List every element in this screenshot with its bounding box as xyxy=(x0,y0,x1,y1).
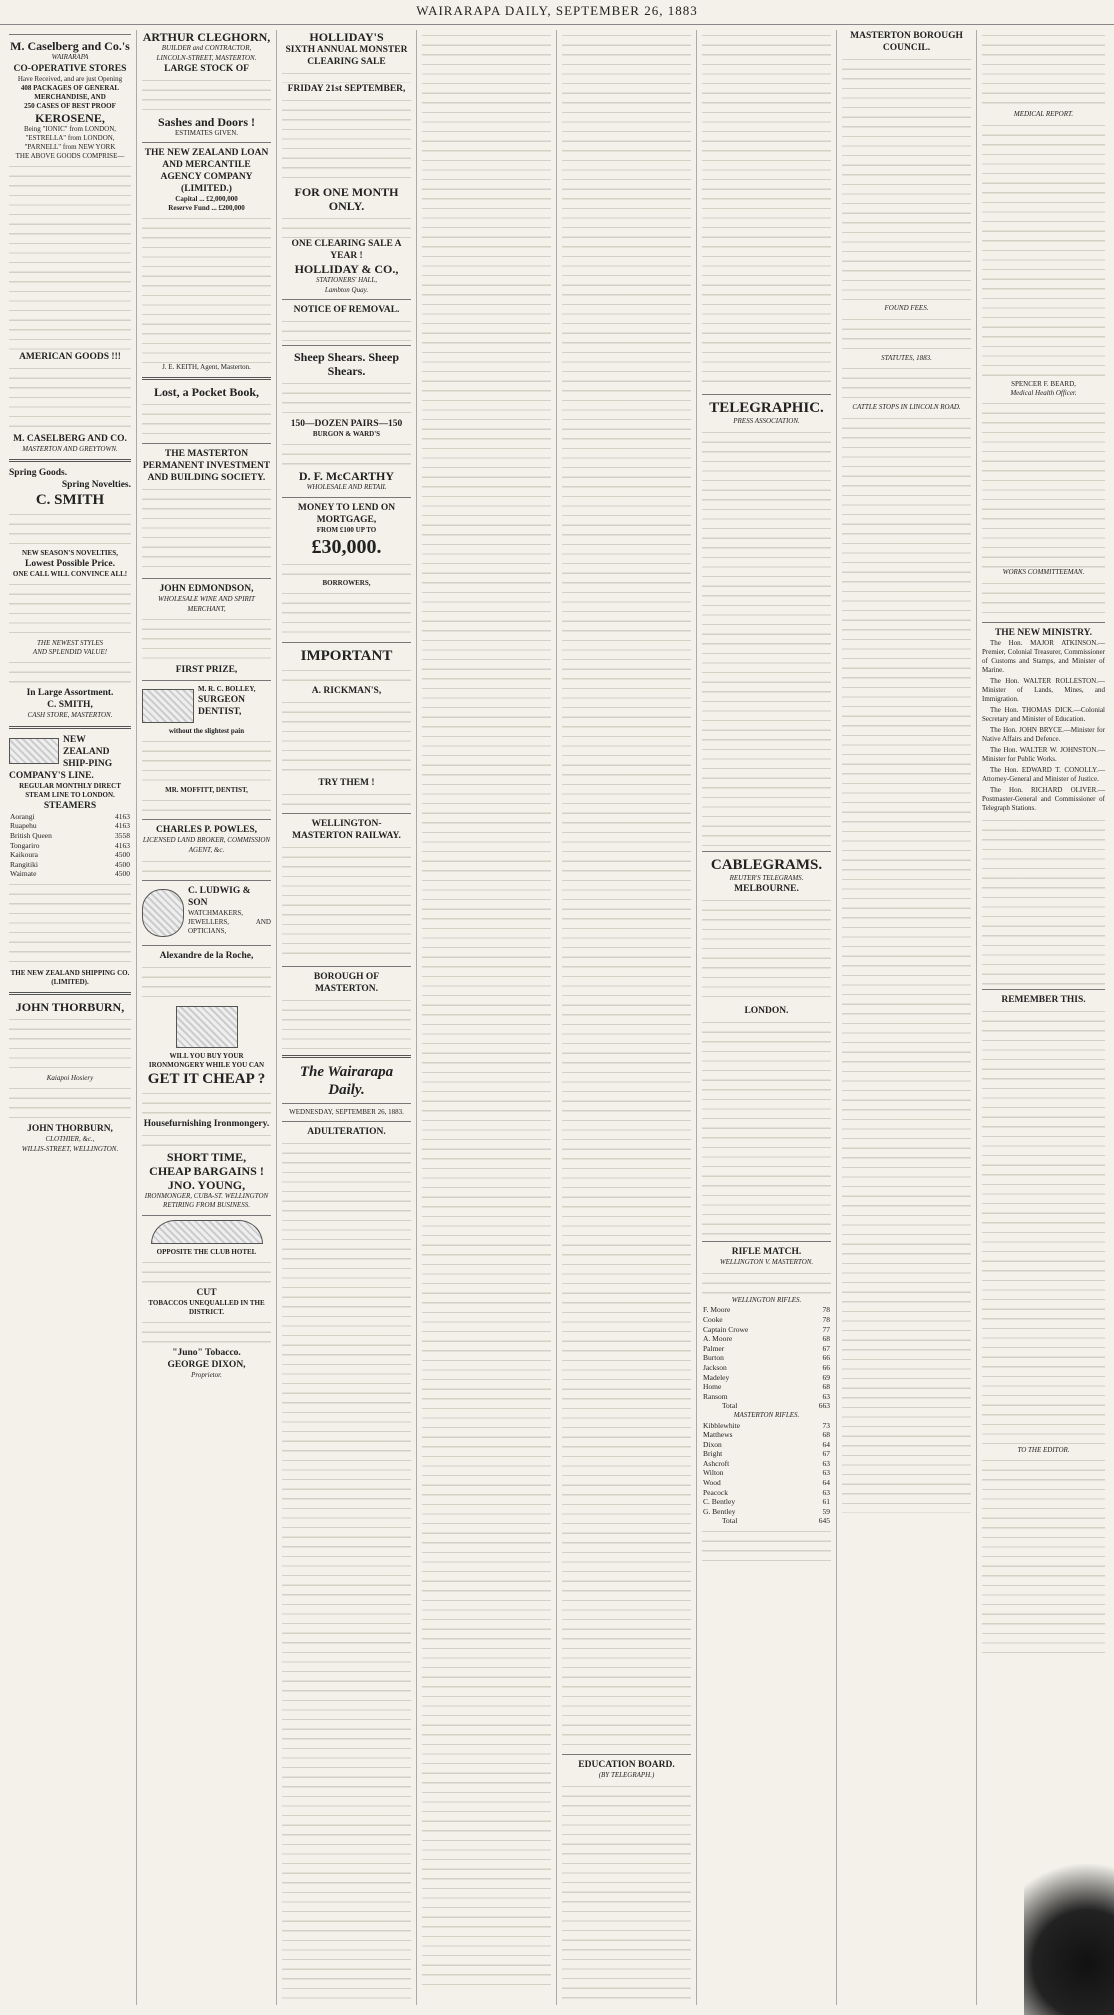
cut: CUT xyxy=(196,1287,217,1298)
smith-text xyxy=(9,509,131,549)
thorburn-town: WILLIS-STREET, WELLINGTON. xyxy=(21,1144,119,1153)
hardware-line: Have Received, and are just Opening xyxy=(17,74,123,83)
wellington-score-row-value: 67 xyxy=(822,1343,830,1353)
masterton-score-row-value: 64 xyxy=(822,1478,830,1488)
steamer-row-value: 4500 xyxy=(115,850,130,860)
lowest-price: Lowest Possible Price. xyxy=(25,559,115,570)
wellington-v: WELLINGTON V. MASTERTON. xyxy=(719,1258,814,1267)
minister-entry: The Hon. THOMAS DICK.—Colonial Secretary and Minister of Education. xyxy=(982,705,1105,723)
fees-text xyxy=(842,314,971,354)
rickman-text xyxy=(282,697,411,777)
railway: WELLINGTON-MASTERTON RAILWAY. xyxy=(292,818,401,841)
mccarthy-trade: WHOLESALE AND RETAIL xyxy=(306,483,387,492)
masterton-score-row xyxy=(702,1449,831,1459)
wellington-score-row-name: Jackson xyxy=(703,1362,727,1372)
holliday-town: Lambton Quay. xyxy=(324,285,369,294)
edmondson: JOHN EDMONDSON, xyxy=(159,584,254,595)
education-board: EDUCATION BOARD. xyxy=(578,1760,675,1770)
borrowers-text xyxy=(282,588,411,638)
lost-text xyxy=(142,399,271,439)
money-text xyxy=(282,559,411,579)
clearing-sale: ONE CLEARING SALE A YEAR ! xyxy=(291,239,402,261)
wellington-score-row-name: Ransom xyxy=(703,1391,728,1401)
important: IMPORTANT xyxy=(300,647,393,664)
masterton-score-row xyxy=(702,1488,831,1498)
wellington-score-row-name: Cooke xyxy=(703,1314,723,1324)
minister-entry: The Hon. WALTER W. JOHNSTON.—Minister for Public Works. xyxy=(982,745,1105,763)
wellington-score-row xyxy=(702,1344,831,1354)
steamer-row-name: Ruapehu xyxy=(10,821,37,831)
ludwig: C. LUDWIG & SON xyxy=(188,885,251,908)
wellington-total: 663 xyxy=(818,1401,830,1411)
burgon: BURGON & WARD'S xyxy=(312,430,381,439)
shipping-footer: THE NEW ZEALAND SHIPPING CO. (LIMITED). xyxy=(10,968,130,986)
column-8 xyxy=(976,30,1110,2005)
minister-entry: The Hon. JOHN BRYCE.—Minister for Native Affairs and Defence. xyxy=(982,725,1105,743)
young-trade: IRONMONGER, CUBA-ST. WELLINGTON xyxy=(144,1191,269,1200)
wellington-score-row-name: F. Moore xyxy=(703,1305,731,1315)
juno: "Juno" Tobacco. xyxy=(172,1347,241,1358)
important-text xyxy=(282,665,411,685)
one-call: ONE CALL WILL CONVINCE ALL! xyxy=(12,570,128,579)
found-fees: FOUND FEES. xyxy=(884,304,929,312)
page-damage xyxy=(1024,1845,1114,2015)
ludwig-trade: WATCHMAKERS, JEWELLERS, AND OPTICIANS, xyxy=(188,908,271,935)
new-ministry: THE NEW MINISTRY. xyxy=(994,627,1093,638)
bolley: M. R. C. BOLLEY, xyxy=(198,685,256,694)
steamer-row-value: 3558 xyxy=(115,830,130,840)
tobacco-arch xyxy=(151,1220,263,1244)
london: LONDON. xyxy=(744,1006,789,1017)
cattle-stops: CATTLE STOPS IN LINCOLN ROAD. xyxy=(852,403,961,412)
ironmongery-illustration xyxy=(176,1006,238,1048)
season-line: NEW SEASON'S NOVELTIES, xyxy=(22,549,118,558)
steamers-table xyxy=(9,812,131,879)
masterton-scores xyxy=(702,1421,831,1517)
wellington-score-row-value: 68 xyxy=(822,1334,830,1344)
wellington-score-row xyxy=(702,1315,831,1325)
paper-title: The Wairarapa Daily. xyxy=(299,1063,394,1098)
edmondson-text xyxy=(142,614,271,664)
wellington-score-row xyxy=(702,1334,831,1344)
first-prize: FIRST PRIZE, xyxy=(175,665,238,676)
thorburn-footer: JOHN THORBURN, xyxy=(27,1123,113,1134)
housefurnishing: Housefurnishing Ironmongery. xyxy=(143,1118,270,1129)
housefurnishing-text xyxy=(142,1130,271,1150)
masterton-score-row-value: 61 xyxy=(822,1497,830,1507)
moffitt: MR. MOFFITT, DENTIST, xyxy=(165,786,248,795)
steamer-row xyxy=(9,869,131,879)
powles: CHARLES P. POWLES, xyxy=(155,825,257,836)
council-text xyxy=(842,54,971,304)
steamer-row-value: 4163 xyxy=(115,821,130,831)
adulteration-text xyxy=(282,1138,411,2005)
melbourne: MELBOURNE. xyxy=(734,884,799,895)
try-text xyxy=(282,789,411,809)
committee-text xyxy=(702,30,831,390)
styles-text xyxy=(9,657,131,687)
smith-name: C. SMITH xyxy=(35,492,105,509)
dentist: DENTIST, xyxy=(198,707,242,718)
wellington-score-row-name: Palmer xyxy=(703,1343,725,1353)
paper-date: WEDNESDAY, SEPTEMBER 26, 1883. xyxy=(289,1107,404,1116)
ironmongery-question: WILL YOU BUY YOUR IRONMONGERY WHILE YOU CAN xyxy=(148,1051,265,1069)
education-telegraph: (BY TELEGRAPH.) xyxy=(598,1771,655,1779)
large-stock: LARGE STOCK OF xyxy=(164,64,249,75)
wellington-score-row-name: Burton xyxy=(703,1353,724,1363)
minister-entry: The Hon. MAJOR ATKINSON.—Premier, Colonial Treasurer, Commissioner of Customs and Stamps, and Minister of Marine. xyxy=(982,638,1105,674)
spencer: SPENCER F. BEARD, xyxy=(1011,379,1076,388)
borrowers: BORROWERS, xyxy=(322,578,371,587)
council-cont-text xyxy=(982,30,1105,110)
column-6 xyxy=(696,30,836,2005)
steamer-row xyxy=(9,831,131,841)
masterton-total-row xyxy=(702,1516,831,1526)
delaroche-text xyxy=(142,962,271,1002)
rifle-tail xyxy=(702,1526,831,1566)
ministry-text xyxy=(982,815,1105,985)
wellington-scores xyxy=(702,1305,831,1401)
minister-entry: The Hon. RICHARD OLIVER.—Postmaster-General and Commissioner of Telegraph Stations. xyxy=(982,785,1105,812)
masthead-title: WAIRARAPA DAILY, SEPTEMBER 26, 1883 xyxy=(416,3,698,18)
stores-label: CO-OPERATIVE STORES xyxy=(13,63,127,74)
wellington-score-row-value: 66 xyxy=(822,1353,830,1363)
steamer-row-value: 4163 xyxy=(115,840,130,850)
remember-this: REMEMBER THIS. xyxy=(1001,994,1086,1005)
shipping-text xyxy=(9,879,131,969)
masterton-score-row xyxy=(702,1468,831,1478)
wellington-score-row-name: Captain Crowe xyxy=(703,1324,749,1334)
masterton-score-row-name: G. Bentley xyxy=(703,1506,736,1516)
kerosene: KEROSENE, xyxy=(35,110,105,125)
get-cheap: GET IT CHEAP ? xyxy=(147,1070,266,1087)
reserve: Reserve Fund ... £200,000 xyxy=(168,204,245,213)
wellington-score-row xyxy=(702,1325,831,1335)
cheap-bargains: CHEAP BARGAINS ! xyxy=(149,1163,264,1178)
american-text xyxy=(9,363,131,433)
wellington-score-row xyxy=(702,1373,831,1383)
wellington-score-row-value: 63 xyxy=(822,1391,830,1401)
statutes: STATUTES, 1883. xyxy=(881,353,932,362)
steamer-row xyxy=(9,821,131,831)
medical-text xyxy=(982,120,1105,380)
masterton-score-row-value: 73 xyxy=(822,1420,830,1430)
dozen-pairs: 150—DOZEN PAIRS—150 xyxy=(290,419,403,430)
wellington-score-row-value: 68 xyxy=(822,1382,830,1392)
cablegrams: CABLEGRAMS. xyxy=(710,856,823,873)
borough-text xyxy=(282,995,411,1050)
telegraphic: TELEGRAPHIC. xyxy=(709,400,824,416)
dixon: GEORGE DIXON, xyxy=(167,1359,246,1370)
young: JNO. YOUNG, xyxy=(167,1177,246,1192)
mccarthy: D. F. McCARTHY xyxy=(298,469,395,484)
to-editor: TO THE EDITOR. xyxy=(1017,1445,1070,1454)
smith-items xyxy=(9,579,131,639)
capital: Capital ... £2,000,000 xyxy=(175,195,238,204)
annual-sale: SIXTH ANNUAL MONSTER CLEARING SALE xyxy=(285,45,408,67)
caselberg-title: M. Caselberg and Co.'s xyxy=(10,39,130,53)
masterton-score-row-value: 63 xyxy=(822,1458,830,1468)
thorburn-items xyxy=(9,1083,131,1123)
regular-line: REGULAR MONTHLY DIRECT STEAM LINE TO LONDON. xyxy=(19,781,121,799)
from-upto: FROM £100 UP TO xyxy=(316,525,377,534)
cleghorn-town: LINCOLN-STREET, MASTERTON. xyxy=(156,53,257,62)
society-text xyxy=(142,484,271,574)
watch-illustration xyxy=(142,889,184,937)
masterton-score-row xyxy=(702,1430,831,1440)
editor-text xyxy=(982,1455,1105,1655)
steamer-row-name: Aorangi xyxy=(10,811,35,821)
masterton-total: 645 xyxy=(818,1516,830,1526)
news-text xyxy=(562,30,691,1750)
masterton-score-row-value: 63 xyxy=(822,1468,830,1478)
dentist-illustration xyxy=(142,689,194,723)
kaiapoi: Kaiapoi Hosiery xyxy=(46,1073,94,1082)
notice-removal: NOTICE OF REMOVAL. xyxy=(293,305,400,316)
steamer-row-value: 4163 xyxy=(115,811,130,821)
firm-footer: M. CASELBERG AND CO. xyxy=(13,433,127,444)
moffitt-text xyxy=(142,795,271,815)
steamer-row xyxy=(9,841,131,851)
spencer-role: Medical Health Officer. xyxy=(1010,388,1077,397)
painless: without the slightest pain xyxy=(168,727,245,736)
masterton-score-row-name: Dixon xyxy=(703,1439,722,1449)
short-time: SHORT TIME, xyxy=(166,1149,247,1164)
works-tail xyxy=(982,578,1105,618)
wellington-score-row xyxy=(702,1392,831,1402)
borough: BOROUGH OF MASTERTON. xyxy=(313,971,380,994)
masterton-score-row-name: Peacock xyxy=(703,1487,728,1497)
month-text xyxy=(282,213,411,238)
thorburn-trade: CLOTHIER, &c., xyxy=(45,1134,95,1143)
medical-report: MEDICAL REPORT. xyxy=(1013,110,1074,118)
thorburn-text xyxy=(9,1014,131,1074)
packages-line: 408 PACKAGES OF GENERAL MERCHANDISE, AND xyxy=(20,83,120,101)
council: MASTERTON BOROUGH COUNCIL. xyxy=(850,31,963,53)
steamer-row-name: Tongariro xyxy=(10,840,40,850)
masterton-score-row xyxy=(702,1421,831,1431)
retiring: RETIRING FROM BUSINESS. xyxy=(163,1201,250,1210)
statutes-text xyxy=(842,363,971,403)
telegraphic-text xyxy=(702,427,831,847)
masterton-score-row-name: Wood xyxy=(703,1478,721,1488)
masterton-score-row-name: Ashcroft xyxy=(703,1458,730,1468)
masterton-score-row xyxy=(702,1440,831,1450)
spring-novelties: Spring Novelties. xyxy=(61,480,131,491)
one-month: FOR ONE MONTH ONLY. xyxy=(294,185,399,213)
shipping-title: NEW ZEALAND SHIP-PING COMPANY'S LINE. xyxy=(9,734,113,781)
thorburn-title: JOHN THORBURN, xyxy=(15,999,125,1014)
delaroche: Alexandre de la Roche, xyxy=(159,950,254,961)
masterton-score-row-value: 59 xyxy=(822,1506,830,1516)
cattle-text xyxy=(842,413,971,1513)
minister-entry: The Hon. WALTER ROLLESTON.—Minister of Lands, Mines, and Immigration. xyxy=(982,676,1105,703)
rickman: A. RICKMAN'S, xyxy=(311,685,382,696)
powles-trade: LICENSED LAND BROKER, COMMISSION AGENT, &c. xyxy=(142,836,271,854)
ship-illustration xyxy=(9,738,59,764)
masterton-score-row xyxy=(702,1497,831,1507)
wellington-score-row-value: 77 xyxy=(822,1324,830,1334)
removal-text xyxy=(282,316,411,341)
sale-text xyxy=(282,95,411,185)
education-text xyxy=(562,1781,691,2005)
wellington-score-row xyxy=(702,1353,831,1363)
masterton-score-row xyxy=(702,1459,831,1469)
wellington-score-row-value: 69 xyxy=(822,1372,830,1382)
adulteration: ADULTERATION. xyxy=(307,1126,386,1137)
masterton-score-row-name: Bright xyxy=(703,1449,723,1459)
money-lend: MONEY TO LEND ON MORTGAGE, xyxy=(297,502,396,525)
steamer-row-value: 4500 xyxy=(115,859,130,869)
masterton-score-row-value: 64 xyxy=(822,1439,830,1449)
masthead xyxy=(0,0,1114,25)
masterton-score-row xyxy=(702,1507,831,1517)
column-4 xyxy=(416,30,556,2005)
goods-heading: THE ABOVE GOODS COMPRISE— xyxy=(15,151,125,160)
firm-towns: MASTERTON AND GREYTOWN. xyxy=(22,444,118,453)
sale-intro xyxy=(282,68,411,83)
lost-book: Lost, a Pocket Book, xyxy=(154,385,259,400)
column-3 xyxy=(276,30,416,2005)
estimates: ESTIMATES GIVEN. xyxy=(175,129,238,138)
american-goods: AMERICAN GOODS !!! xyxy=(19,351,121,362)
masterton-score-row-name: Matthews xyxy=(703,1430,733,1440)
masterton-score-row-name: Wilton xyxy=(703,1468,724,1478)
powles-text xyxy=(142,856,271,876)
wellington-score-row-value: 78 xyxy=(822,1314,830,1324)
cash-store: CASH STORE, MASTERTON. xyxy=(27,711,113,720)
steamer-row xyxy=(9,860,131,870)
masterton-score-row-name: C. Bentley xyxy=(703,1497,736,1507)
wellington-score-row xyxy=(702,1382,831,1392)
try-them: TRY THEM ! xyxy=(318,777,375,788)
cleghorn-trade: BUILDER and CONTRACTOR, xyxy=(161,44,252,52)
sheep-shears: Sheep Shears. Sheep Shears. xyxy=(293,350,400,379)
tobacco-text-2 xyxy=(142,1317,271,1347)
masterton-score-row-value: 67 xyxy=(822,1449,830,1459)
steamer-row xyxy=(9,850,131,860)
masterton-rifles: MASTERTON RIFLES. xyxy=(733,1410,800,1419)
steamer-row-value: 4500 xyxy=(115,869,130,879)
steamers-heading: STEAMERS xyxy=(43,800,97,811)
masterton-score-row xyxy=(702,1478,831,1488)
bank-footer: J. E. KEITH, Agent, Masterton. xyxy=(162,363,251,372)
column-5 xyxy=(556,30,696,2005)
column-7 xyxy=(836,30,976,2005)
surgeon: SURGEON xyxy=(198,695,245,706)
goods-text xyxy=(9,161,131,351)
works: WORKS COMMITTEEMAN. xyxy=(1002,568,1085,577)
bank-text xyxy=(142,213,271,363)
melbourne-text xyxy=(702,895,831,1005)
spring-goods: Spring Goods. xyxy=(9,468,68,479)
club-hotel: OPPOSITE THE CLUB HOTEL xyxy=(156,1247,257,1256)
steamer-row-name: Waimate xyxy=(10,869,37,879)
cleghorn-title: ARTHUR CLEGHORN, xyxy=(142,30,271,44)
press-assoc: PRESS ASSOCIATION. xyxy=(733,417,800,425)
holliday-trade: STATIONERS' HALL, xyxy=(315,276,377,284)
burgon-text xyxy=(282,439,411,469)
smith-footer: C. SMITH, xyxy=(47,700,93,711)
wellington-total-label: Total xyxy=(722,1401,738,1411)
wellington-score-row-name: Home xyxy=(703,1382,722,1392)
steamer-row xyxy=(9,812,131,822)
amount: £30,000. xyxy=(311,535,382,558)
hollidays: HOLLIDAY'S xyxy=(309,30,384,44)
masterton-score-row-value: 63 xyxy=(822,1487,830,1497)
wellington-score-row-name: Madeley xyxy=(703,1372,730,1382)
rifle-text xyxy=(702,1268,831,1296)
wellington-score-row-name: A. Moore xyxy=(703,1334,733,1344)
tobaccos: TOBACCOS UNEQUALLED IN THE DISTRICT. xyxy=(148,1298,265,1316)
caselberg-region: WAIRARAPA xyxy=(51,53,89,61)
masterton-score-row-value: 68 xyxy=(822,1430,830,1440)
wellington-score-row xyxy=(702,1305,831,1315)
remember-text xyxy=(982,1006,1105,1446)
tobacco-text xyxy=(142,1257,271,1287)
wellington-score-row xyxy=(702,1363,831,1373)
brands: Being "IONIC" from LONDON, "ESTRELLA" from LONDON, "PARNELL" from NEW YORK xyxy=(23,124,117,151)
sale-date: FRIDAY 21st SEPTEMBER, xyxy=(287,84,406,94)
shears-text xyxy=(282,378,411,418)
cheap-text xyxy=(142,1088,271,1118)
steamer-row-name: Rangitiki xyxy=(10,859,38,869)
wellington-rifles: WELLINGTON RIFLES. xyxy=(731,1295,802,1304)
masterton-score-row-name: Kibblewhite xyxy=(703,1420,741,1430)
column-2 xyxy=(136,30,276,2005)
splendid-value: AND SPLENDID VALUE! xyxy=(32,648,108,657)
steamer-row-name: British Queen xyxy=(10,830,52,840)
wellington-total-row xyxy=(702,1401,831,1411)
ministers-list xyxy=(982,639,1105,813)
works-text xyxy=(982,398,1105,568)
holliday-co: HOLLIDAY & CO., xyxy=(294,262,399,276)
large-assortment: In Large Assortment. xyxy=(26,688,114,699)
wellington-score-row-value: 66 xyxy=(822,1362,830,1372)
newest-styles: THE NEWEST STYLES xyxy=(37,639,103,648)
kerosene-line: 250 CASES OF BEST PROOF xyxy=(24,101,116,110)
dixon-role: Proprietor. xyxy=(191,1370,222,1379)
steamer-row-name: Kaikoura xyxy=(10,850,38,860)
reuters: REUTER'S TELEGRAMS. xyxy=(729,873,804,882)
masterton-total-label: Total xyxy=(722,1516,738,1526)
building-society: THE MASTERTON PERMANENT INVESTMENT AND BUILDING SOCIETY. xyxy=(142,449,271,484)
column-1 xyxy=(4,30,136,2005)
editorial-text xyxy=(422,30,551,1990)
stock-text xyxy=(142,75,271,115)
bank-title: THE NEW ZEALAND LOAN AND MERCANTILE AGENCY COMPANY (LIMITED.) xyxy=(144,148,269,195)
london-text xyxy=(702,1017,831,1237)
railway-text xyxy=(282,842,411,962)
sashes: Sashes and Doors ! xyxy=(157,115,256,130)
wellington-score-row-value: 78 xyxy=(822,1305,830,1315)
edmondson-trade: WHOLESALE WINE AND SPIRIT MERCHANT, xyxy=(158,595,255,613)
rifle-match: RIFLE MATCH. xyxy=(731,1247,802,1258)
dentist-text xyxy=(142,736,271,786)
minister-entry: The Hon. EDWARD T. CONOLLY.—Attorney-General and Minister of Justice. xyxy=(982,765,1105,783)
